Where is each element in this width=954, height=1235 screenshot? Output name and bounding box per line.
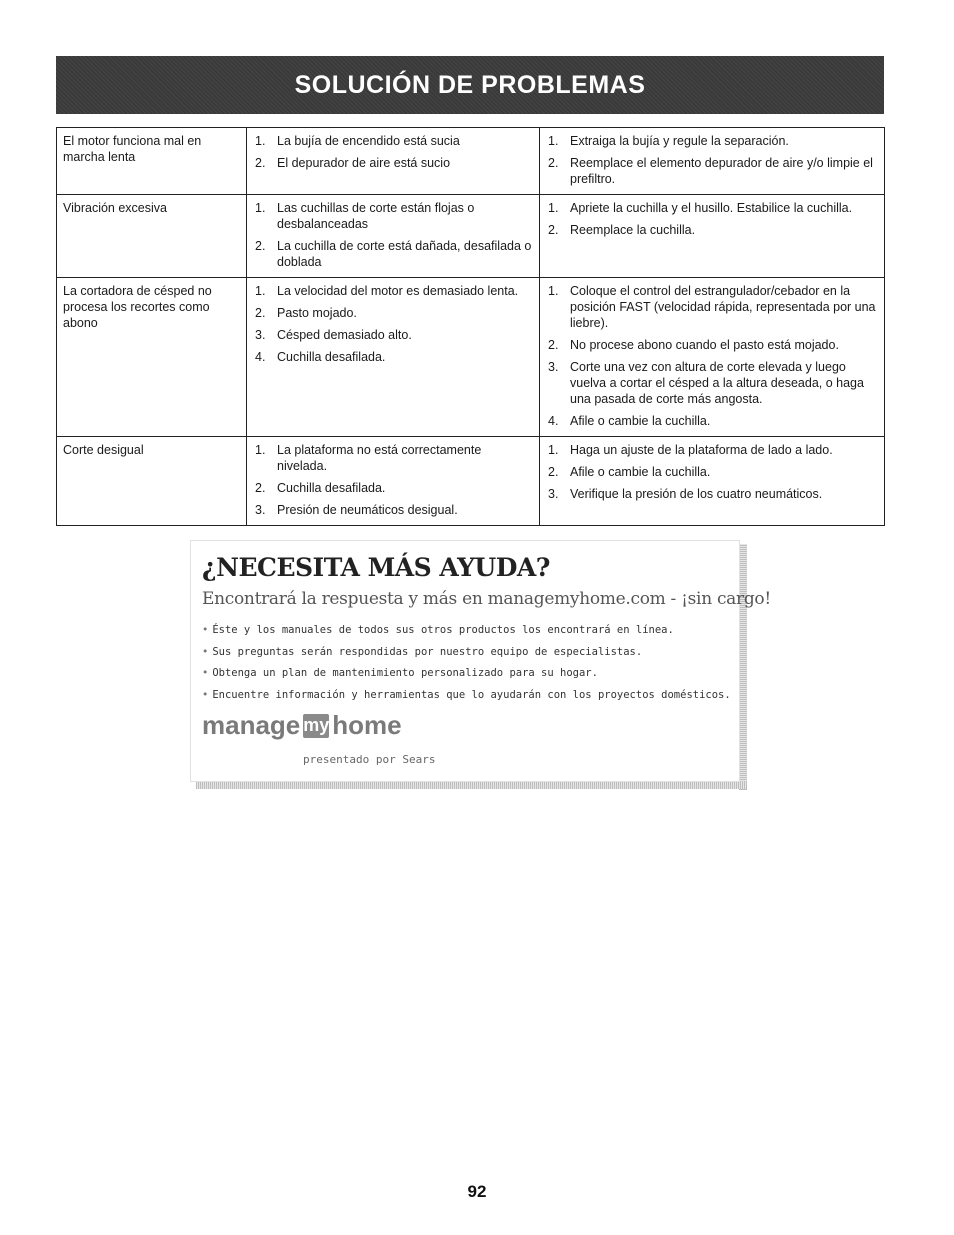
remedy-cell (540, 195, 885, 278)
item-text: La cuchilla de corte está dañada, desafilada o doblada (277, 239, 532, 269)
item-number: 3. (255, 503, 266, 517)
item-number: 3. (255, 328, 266, 342)
remedy-item (546, 442, 878, 458)
item-number: 3. (548, 487, 559, 501)
problem-cell: La cortadora de césped no procesa los recortes como abono (57, 278, 247, 437)
cause-item (253, 305, 533, 321)
cause-item (253, 155, 533, 171)
help-bullet-item: • Éste y los manuales de todos sus otros productos los encontrará en línea. (202, 624, 674, 636)
help-bullet-item: • Obtenga un plan de mantenimiento personalizado para su hogar. (202, 667, 598, 679)
section-banner (56, 56, 884, 114)
item-text: Apriete la cuchilla y el husillo. Estabilice la cuchilla. (570, 201, 853, 215)
troubleshooting-table (56, 127, 885, 526)
bullet-icon: • (202, 624, 209, 636)
item-number: 2. (548, 223, 559, 237)
item-text: La bujía de encendido está sucia (277, 134, 460, 148)
item-text: Césped demasiado alto. (277, 328, 412, 342)
table-row (57, 128, 885, 195)
table-row (57, 195, 885, 278)
logo-text-home: home (332, 710, 402, 740)
item-text: Las cuchillas de corte están flojas o desbalanceadas (277, 201, 475, 231)
item-text: Pasto mojado. (277, 306, 357, 320)
table-row (57, 437, 885, 526)
cause-item (253, 283, 533, 299)
cause-item (253, 349, 533, 365)
item-text: Extraiga la bujía y regule la separación. (570, 134, 789, 148)
item-text: No procese abono cuando el pasto está mojado. (570, 338, 839, 352)
help-title: ¿NECESITA MÁS AYUDA? (202, 553, 550, 582)
problem-cell: Corte desigual (57, 437, 247, 526)
item-number: 1. (255, 443, 266, 457)
managemyhome-logo (202, 710, 402, 741)
cause-cell (247, 437, 540, 526)
bullet-icon: • (202, 688, 209, 701)
help-bullet-list (202, 624, 731, 710)
remedy-cell (540, 128, 885, 195)
item-text: Reemplace el elemento depurador de aire y/o limpie el prefiltro. (570, 156, 873, 186)
item-number: 2. (255, 156, 266, 170)
item-text: La plataforma no está correctamente nivelada. (277, 443, 482, 473)
item-number: 1. (548, 134, 559, 148)
remedy-item (546, 464, 878, 480)
item-number: 1. (255, 284, 266, 298)
item-number: 2. (548, 465, 559, 479)
table-row (57, 278, 885, 437)
item-text: Afile o cambie la cuchilla. (570, 465, 711, 479)
cause-cell (247, 128, 540, 195)
item-text: Afile o cambie la cuchilla. (570, 414, 711, 428)
remedy-item (546, 283, 878, 331)
item-text: El depurador de aire está sucio (277, 156, 451, 170)
remedy-cell (540, 437, 885, 526)
item-number: 1. (255, 134, 266, 148)
cause-item (253, 442, 533, 474)
item-number: 1. (548, 284, 559, 298)
help-subtitle: Encontrará la respuesta y más en managemyhome.com - ¡sin cargo! (202, 589, 771, 609)
help-box-shadow (739, 544, 747, 790)
logo-subtitle: presentado por Sears (303, 753, 436, 766)
remedy-item (546, 413, 878, 429)
problem-cell: El motor funciona mal en marcha lenta (57, 128, 247, 195)
item-text: Corte una vez con altura de corte elevada y luego vuelva a cortar el césped a la altura deseada, o haga una pasada de corte más angosta. (570, 360, 864, 406)
item-text: Coloque el control del estrangulador/cebador en la posición FAST (velocidad rápida, representada por una liebre). (570, 284, 876, 330)
remedy-item (546, 155, 878, 187)
bullet-icon: • (202, 667, 209, 679)
item-text: Haga un ajuste de la plataforma de lado a lado. (570, 443, 833, 457)
bullet-icon: • (202, 645, 209, 658)
logo-text-manage: manage (202, 710, 301, 740)
cause-item (253, 480, 533, 496)
remedy-item (546, 222, 878, 238)
item-number: 2. (255, 239, 266, 253)
section-title: SOLUCIÓN DE PROBLEMAS (294, 70, 646, 99)
remedy-item (546, 133, 878, 149)
item-number: 1. (548, 443, 559, 457)
item-number: 1. (548, 201, 559, 215)
item-number: 2. (255, 306, 266, 320)
help-bullet-item: • Encuentre información y herramientas que lo ayudarán con los proyectos domésticos. (202, 688, 731, 701)
item-text: La velocidad del motor es demasiado lenta. (277, 284, 519, 298)
item-number: 2. (255, 481, 266, 495)
item-number: 2. (548, 338, 559, 352)
page-number: 92 (467, 1182, 487, 1201)
item-number: 1. (255, 201, 266, 215)
logo-text-my: my (303, 714, 329, 738)
item-text: Verifique la presión de los cuatro neumáticos. (570, 487, 823, 501)
help-box-shadow-bottom (196, 781, 747, 789)
cause-cell (247, 278, 540, 437)
cause-item (253, 200, 533, 232)
cause-item (253, 133, 533, 149)
item-number: 3. (548, 360, 559, 374)
item-number: 4. (255, 350, 266, 364)
cause-cell (247, 195, 540, 278)
remedy-cell (540, 278, 885, 437)
cause-item (253, 238, 533, 270)
remedy-item (546, 200, 878, 216)
cause-item (253, 327, 533, 343)
remedy-item (546, 359, 878, 407)
problem-cell: Vibración excesiva (57, 195, 247, 278)
item-text: Cuchilla desafilada. (277, 350, 386, 364)
remedy-item (546, 486, 878, 502)
help-bullet-item: • Sus preguntas serán respondidas por nuestro equipo de especialistas. (202, 645, 643, 658)
item-number: 2. (548, 156, 559, 170)
item-text: Cuchilla desafilada. (277, 481, 386, 495)
item-number: 4. (548, 414, 559, 428)
item-text: Reemplace la cuchilla. (570, 223, 696, 237)
cause-item (253, 502, 533, 518)
item-text: Presión de neumáticos desigual. (277, 503, 458, 517)
remedy-item (546, 337, 878, 353)
